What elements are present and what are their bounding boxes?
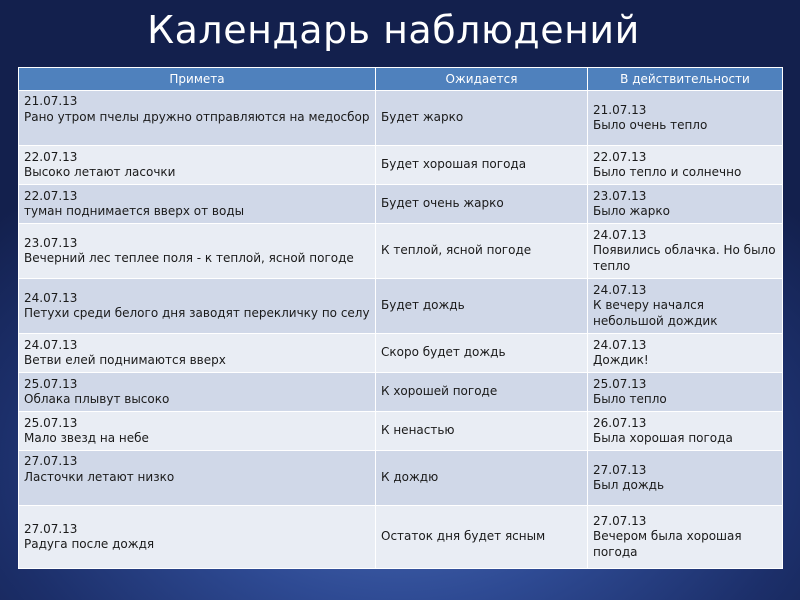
expected-cell: Будет дождь [376,279,588,334]
sign-cell: 23.07.13 Вечерний лес теплее поля - к теплой, ясной погоде [19,224,376,279]
actual-cell: 24.07.13 Дождик! [588,334,783,373]
actual-cell: 26.07.13 Была хорошая погода [588,412,783,451]
sign-cell: 25.07.13 Мало звезд на небе [19,412,376,451]
table-row [19,146,783,185]
expected-cell: К теплой, ясной погоде [376,224,588,279]
expected-cell: К ненастью [376,412,588,451]
actual-cell: 24.07.13 Появились облачка. Но было тепло [588,224,783,279]
sign-cell: 22.07.13 туман поднимается вверх от воды [19,185,376,224]
actual-cell: 21.07.13 Было очень тепло [588,91,783,146]
table-row [19,279,783,334]
expected-cell: Остаток дня будет ясным [376,506,588,569]
expected-cell: Скоро будет дождь [376,334,588,373]
column-header-expected: Ожидается [376,68,588,91]
table-row [19,506,783,569]
sign-cell: 24.07.13 Петухи среди белого дня заводят перекличку по селу [19,279,376,334]
expected-cell: Будет очень жарко [376,185,588,224]
expected-cell: К дождю [376,451,588,506]
table-row [19,185,783,224]
actual-cell: 27.07.13 Вечером была хорошая погода [588,506,783,569]
table-row [19,412,783,451]
table-row [19,373,783,412]
expected-cell: К хорошей погоде [376,373,588,412]
column-header-actual: В действительности [588,68,783,91]
expected-cell: Будет хорошая погода [376,146,588,185]
sign-cell: 27.07.13 Радуга после дождя [19,506,376,569]
table-row [19,334,783,373]
sign-cell: 22.07.13 Высоко летают ласочки [19,146,376,185]
sign-cell: 25.07.13 Облака плывут высоко [19,373,376,412]
expected-cell: Будет жарко [376,91,588,146]
actual-cell: 23.07.13 Было жарко [588,185,783,224]
actual-cell: 22.07.13 Было тепло и солнечно [588,146,783,185]
actual-cell: 25.07.13 Было тепло [588,373,783,412]
table-row [19,451,783,506]
sign-cell: 21.07.13 Рано утром пчелы дружно отправляются на медосбор [19,91,376,146]
sign-cell: 24.07.13 Ветви елей поднимаются вверх [19,334,376,373]
actual-cell: 27.07.13 Был дождь [588,451,783,506]
sign-cell: 27.07.13 Ласточки летают низко [19,451,376,506]
column-header-sign: Примета [19,68,376,91]
observation-table [18,67,783,569]
page-title: Календарь наблюдений [147,8,640,52]
table-row [19,224,783,279]
table-header-row [19,68,783,91]
table-row [19,91,783,146]
actual-cell: 24.07.13 К вечеру начался небольшой дождик [588,279,783,334]
